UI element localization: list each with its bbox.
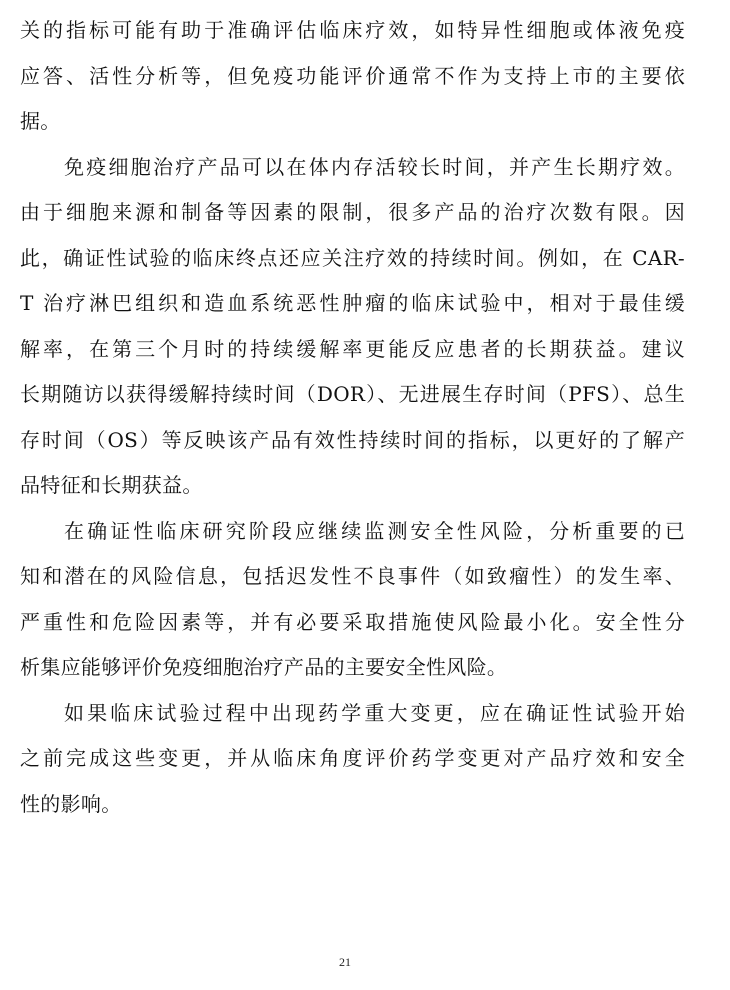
paragraph [20, 509, 685, 691]
text-line: 解率，在第三个月时的持续缓解率更能反应患者的长期获益。建议 [20, 336, 685, 361]
text-line: 由于细胞来源和制备等因素的限制，很多产品的治疗次数有限。因 [20, 200, 685, 224]
text-line: 长期随访以获得缓解持续时间（DOR）、无进展生存时间（PFS）、总生 [20, 382, 685, 406]
text-line: 应答、活性分析等，但免疫功能评价通常不作为支持上市的主要依 [20, 63, 685, 88]
text-line: 析集应能够评价免疫细胞治疗产品的主要安全性风险。 [20, 655, 508, 679]
text-line: 严重性和危险因素等，并有必要采取措施使风险最小化。安全性分 [20, 609, 685, 634]
text-line: 知和潜在的风险信息，包括迟发性不良事件（如致瘤性）的发生率、 [20, 564, 685, 588]
text-line: 此，确证性试验的临床终点还应关注疗效的持续时间。例如，在 CAR- [20, 245, 685, 270]
text-line: 性的影响。 [20, 791, 122, 816]
text-line: 如果临床试验过程中出现药学重大变更，应在确证性试验开始 [64, 700, 685, 725]
text-line: 品特征和长期获益。 [20, 473, 203, 497]
text-line: 存时间（OS）等反映该产品有效性持续时间的指标，以更好的了解产 [20, 427, 685, 452]
paragraph [20, 8, 685, 145]
text-line: 免疫细胞治疗产品可以在体内存活较长时间，并产生长期疗效。 [64, 154, 685, 179]
text-line: T 治疗淋巴组织和造血系统恶性肿瘤的临床试验中，相对于最佳缓 [20, 291, 685, 315]
document-body [20, 8, 685, 827]
text-line: 据。 [20, 109, 61, 133]
paragraph [20, 145, 685, 509]
text-line: 在确证性临床研究阶段应继续监测安全性风险，分析重要的已 [64, 518, 685, 543]
page-number: 21 [339, 955, 351, 969]
text-line: 之前完成这些变更，并从临床角度评价药学变更对产品疗效和安全 [20, 746, 685, 770]
paragraph [20, 691, 685, 828]
text-line: 关的指标可能有助于准确评估临床疗效，如特异性细胞或体液免疫 [20, 18, 685, 42]
